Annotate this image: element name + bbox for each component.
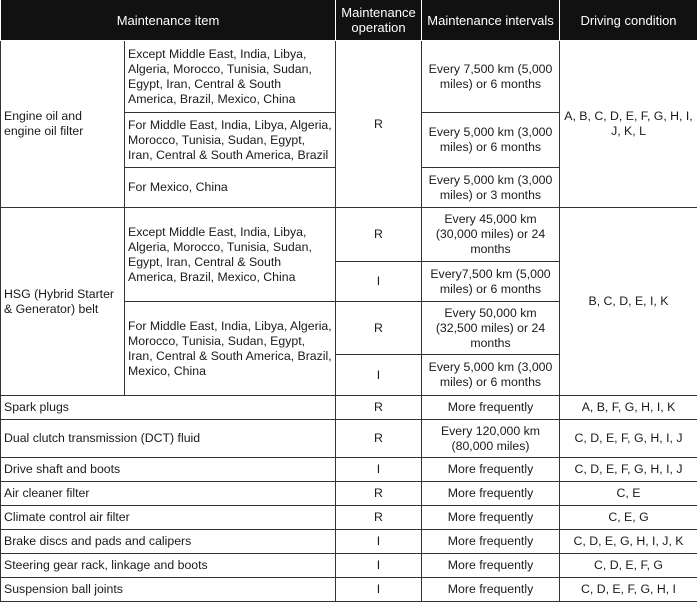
table-row-item: Spark plugs	[1, 396, 336, 420]
hsg-operation-1b: I	[336, 262, 422, 302]
table-row-interval: More frequently	[422, 506, 560, 530]
table-row-condition: C, D, E, G, H, I, J, K	[560, 530, 697, 554]
header-row	[1, 0, 697, 41]
header-operation: Maintenance operation	[336, 0, 422, 41]
dct-fluid-row	[1, 420, 697, 458]
engine-oil-region-1: Except Middle East, India, Libya, Algeria, Morocco, Tunisia, Sudan, Egypt, Iran, Central & South America, Brazil, Mexico, China	[125, 41, 336, 113]
hsg-operation-2b: I	[336, 355, 422, 396]
table-row-interval: More frequently	[422, 530, 560, 554]
spark-plugs-row	[1, 396, 697, 420]
table-row-item: Dual clutch transmission (DCT) fluid	[1, 420, 336, 458]
header-condition: Driving condition	[560, 0, 697, 41]
table-row-condition: C, D, E, F, G, H, I, J	[560, 458, 697, 482]
table-row-condition: C, D, E, F, G	[560, 554, 697, 578]
hsg-interval-1a: Every 45,000 km (30,000 miles) or 24 months	[422, 208, 560, 262]
hsg-operation-1a: R	[336, 208, 422, 262]
table-row-interval: More frequently	[422, 396, 560, 420]
table-row-interval: More frequently	[422, 554, 560, 578]
table-row-interval: Every 120,000 km (80,000 miles)	[422, 420, 560, 458]
table-row-operation: R	[336, 396, 422, 420]
table-row-item: Air cleaner filter	[1, 482, 336, 506]
table-row-item: Drive shaft and boots	[1, 458, 336, 482]
steering-row	[1, 554, 697, 578]
table-row-item: Steering gear rack, linkage and boots	[1, 554, 336, 578]
engine-oil-interval-3: Every 5,000 km (3,000 miles) or 3 months	[422, 168, 560, 208]
table-row-operation: R	[336, 482, 422, 506]
table-row-condition: A, B, F, G, H, I, K	[560, 396, 697, 420]
table-row-interval: More frequently	[422, 578, 560, 602]
table-row-operation: I	[336, 530, 422, 554]
table-row-interval: More frequently	[422, 458, 560, 482]
hsg-condition: B, C, D, E, I, K	[560, 208, 697, 396]
table-row-condition: C, D, E, F, G, H, I, J	[560, 420, 697, 458]
engine-oil-region-2: For Middle East, India, Libya, Algeria, Morocco, Tunisia, Sudan, Egypt, Iran, Central & South America, Brazil	[125, 113, 336, 168]
table-row-interval: More frequently	[422, 482, 560, 506]
table-row-condition: C, E	[560, 482, 697, 506]
suspension-row	[1, 578, 697, 602]
hsg-region-1: Except Middle East, India, Libya, Algeria, Morocco, Tunisia, Sudan, Egypt, Iran, Central & South America, Brazil, Mexico, China	[125, 208, 336, 302]
header-interval: Maintenance intervals	[422, 0, 560, 41]
table-row-operation: R	[336, 420, 422, 458]
hsg-operation-2a: R	[336, 302, 422, 355]
table-row-operation: I	[336, 554, 422, 578]
engine-oil-row-1	[1, 41, 697, 113]
table-row-item: Climate control air filter	[1, 506, 336, 530]
table-row-operation: R	[336, 506, 422, 530]
engine-oil-operation: R	[336, 41, 422, 208]
engine-oil-region-3: For Mexico, China	[125, 168, 336, 208]
hsg-interval-2b: Every 5,000 km (3,000 miles) or 6 months	[422, 355, 560, 396]
engine-oil-condition: A, B, C, D, E, F, G, H, I, J, K, L	[560, 41, 697, 208]
drive-shaft-row	[1, 458, 697, 482]
hsg-interval-1b: Every7,500 km (5,000 miles) or 6 months	[422, 262, 560, 302]
table-row-operation: I	[336, 458, 422, 482]
header-item: Maintenance item	[1, 0, 336, 41]
table-row-condition: C, D, E, F, G, H, I	[560, 578, 697, 602]
table-row-condition: C, E, G	[560, 506, 697, 530]
engine-oil-interval-2: Every 5,000 km (3,000 miles) or 6 months	[422, 113, 560, 168]
hsg-row-1	[1, 208, 697, 262]
climate-filter-row	[1, 506, 697, 530]
engine-oil-interval-1: Every 7,500 km (5,000 miles) or 6 months	[422, 41, 560, 113]
hsg-region-2: For Middle East, India, Libya, Algeria, Morocco, Tunisia, Sudan, Egypt, Iran, Central & South America, Brazil, Mexico, China	[125, 302, 336, 396]
hsg-item: HSG (Hybrid Starter & Generator) belt	[1, 208, 125, 396]
table-row-operation: I	[336, 578, 422, 602]
table-row-item: Brake discs and pads and calipers	[1, 530, 336, 554]
engine-oil-item: Engine oil and engine oil filter	[1, 41, 125, 208]
air-cleaner-row	[1, 482, 697, 506]
brake-row	[1, 530, 697, 554]
table-row-item: Suspension ball joints	[1, 578, 336, 602]
hsg-interval-2a: Every 50,000 km (32,500 miles) or 24 months	[422, 302, 560, 355]
